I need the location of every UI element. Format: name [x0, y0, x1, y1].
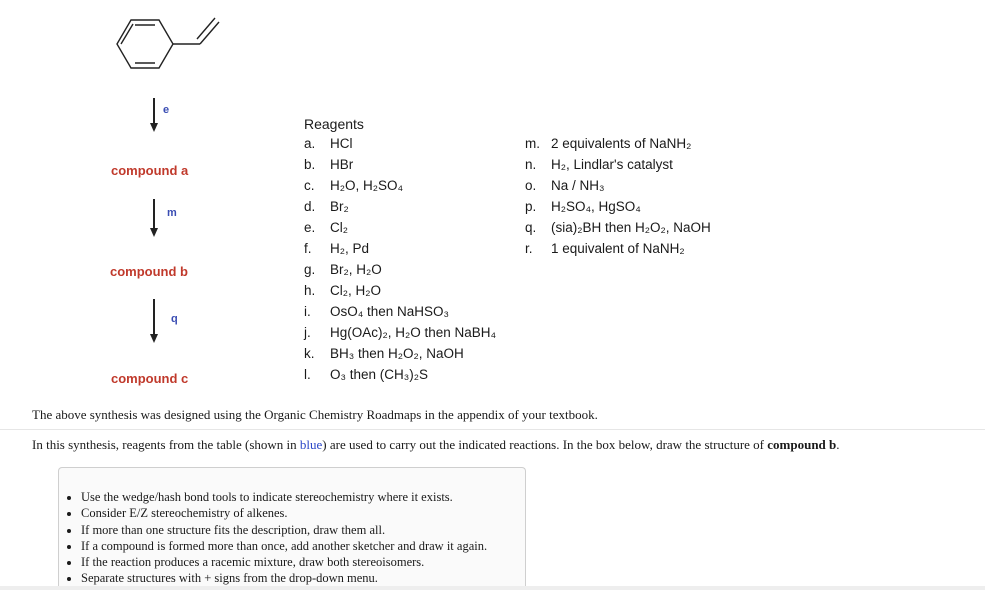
styrene-structure: [105, 10, 235, 80]
reagents-right-column: [525, 133, 711, 259]
reagent-row: p. H₂SO₄, HgSO₄: [525, 199, 641, 214]
reagent-row: d. Br₂: [304, 199, 349, 214]
reagents-left-column: [304, 133, 496, 385]
list-item: • If the reaction produces a racemic mixture, draw both stereoisomers.: [81, 554, 487, 570]
reagents-title: Reagents: [304, 116, 364, 132]
reagent-row: k. BH₃ then H₂O₂, NaOH: [304, 346, 464, 361]
reagent-row: e. Cl₂: [304, 220, 348, 235]
list-item: • If more than one structure fits the description, draw them all.: [81, 522, 487, 538]
compound-b-label: compound b: [110, 264, 188, 279]
bottom-bar: [0, 586, 985, 590]
vinyl-double-bond-inner: [197, 18, 215, 39]
arrow-label-e: e: [163, 104, 170, 116]
reaction-scheme: [0, 0, 300, 400]
divider: [0, 429, 985, 430]
instructions-box: [58, 467, 526, 590]
question-text: In this synthesis, reagents from the table (shown in blue) are used to carry out the indicated reactions. In the box below, draw the structure of compound b.: [32, 437, 840, 452]
list-item: • Consider E/Z stereochemistry of alkenes.: [81, 505, 487, 521]
benzene-ring: [117, 20, 173, 68]
reagent-row: h. Cl₂, H₂O: [304, 283, 381, 298]
reaction-arrow: [153, 98, 155, 124]
arrow-label-q: q: [171, 313, 178, 325]
compound-c-label: compound c: [111, 371, 189, 386]
reagent-row: i. OsO₄ then NaHSO₃: [304, 304, 450, 319]
reagent-row: f. H₂, Pd: [304, 241, 370, 256]
list-item: • If a compound is formed more than once, add another sketcher and draw it again.: [81, 538, 487, 554]
reagent-row: n. H₂, Lindlar's catalyst: [525, 157, 673, 172]
compound-a-label: compound a: [111, 163, 189, 178]
arrow-head: [150, 228, 158, 237]
reaction-arrow: [153, 299, 155, 335]
reagent-row: b. HBr: [304, 157, 354, 172]
reagent-row: a. HCl: [304, 136, 353, 151]
reagent-row: g. Br₂, H₂O: [304, 262, 382, 277]
arrow-head: [150, 334, 158, 343]
reagent-row: l. O₃ then (CH₃)₂S: [304, 367, 429, 382]
arrow-head: [150, 123, 158, 132]
reagent-row: j. Hg(OAc)₂, H₂O then NaBH₄: [304, 325, 497, 340]
arrow-label-m: m: [167, 207, 177, 219]
reaction-arrow: [153, 199, 155, 229]
reagent-row: r. 1 equivalent of NaNH₂: [525, 241, 685, 256]
reagent-row: o. Na / NH₃: [525, 178, 605, 193]
list-item: • Separate structures with + signs from the drop-down menu.: [81, 570, 487, 586]
intro-text: The above synthesis was designed using the Organic Chemistry Roadmaps in the appendix of your textbook.: [32, 407, 598, 422]
instructions-list: [61, 489, 487, 587]
reagent-row: q. (sia)₂BH then H₂O₂, NaOH: [525, 220, 711, 235]
list-item: • Use the wedge/hash bond tools to indicate stereochemistry where it exists.: [81, 489, 487, 505]
reagent-row: m. 2 equivalents of NaNH₂: [525, 136, 692, 151]
reagent-row: c. H₂O, H₂SO₄: [304, 178, 403, 193]
